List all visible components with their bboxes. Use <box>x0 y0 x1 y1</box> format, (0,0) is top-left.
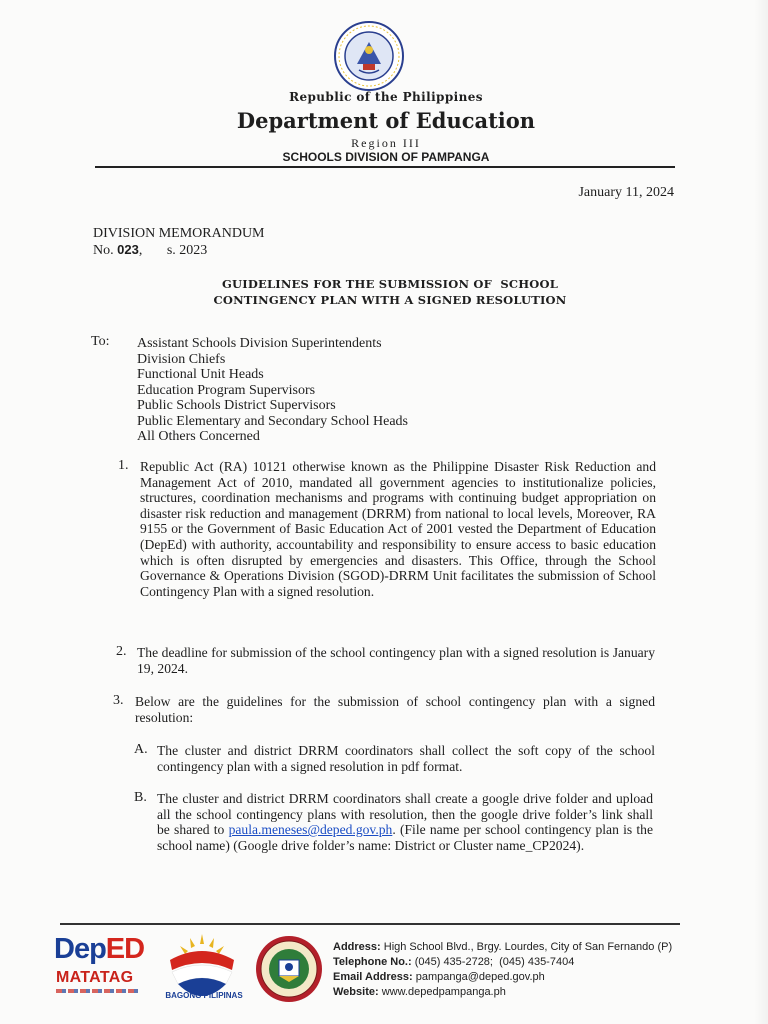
memo-number-value: 023 <box>117 242 139 257</box>
deped-logo-ed: ED <box>105 933 145 965</box>
region-heading: Region III <box>351 136 421 150</box>
recipient-item: Functional Unit Heads <box>137 367 264 382</box>
footer-telephone-line <box>333 955 672 970</box>
item-b-letter: B. <box>134 790 147 805</box>
website-label: Website: <box>333 986 379 998</box>
deped-logo-text <box>54 933 144 966</box>
recipient-item: All Others Concerned <box>137 429 260 444</box>
matatag-tagline-stripe <box>56 989 140 993</box>
deped-logo-dep: Dep <box>54 933 106 965</box>
memo-title-line-2: CONTINGENCY PLAN WITH A SIGNED RESOLUTION <box>213 293 567 307</box>
memo-series: , s. 2023 <box>138 243 208 258</box>
recipient-item: Public Schools District Supervisors <box>137 398 336 413</box>
item-a-letter: A. <box>134 742 148 757</box>
footer-divider <box>60 923 680 925</box>
memo-date: January 11, 2024 <box>578 185 674 200</box>
department-heading: Department of Education <box>236 108 536 133</box>
footer-contact-info <box>333 940 672 1000</box>
division-heading: SCHOOLS DIVISION OF PAMPANGA <box>282 150 490 164</box>
email-label: Email Address: <box>333 971 413 983</box>
paragraph-1-number: 1. <box>118 458 129 473</box>
footer-website-line <box>333 985 672 1000</box>
matatag-text: MATATAG <box>56 969 134 986</box>
telephone-label: Telephone No.: <box>333 956 412 968</box>
footer-address-line <box>333 940 672 955</box>
header-divider <box>95 166 675 168</box>
memo-number-label: No. <box>93 243 114 258</box>
to-label: To: <box>91 334 110 349</box>
recipient-item: Assistant Schools Division Superintendents <box>137 336 382 351</box>
memo-number <box>93 242 207 259</box>
item-b-text <box>157 791 653 853</box>
item-b-text-end: . (File name per school contingency plan is the school name) (Google drive folder’s name: District or Cluster name_CP2024). <box>157 822 654 853</box>
email-link[interactable]: paula.meneses@deped.gov.ph <box>228 822 393 838</box>
memo-title <box>180 276 600 308</box>
email-value[interactable]: pampanga@deped.gov.ph <box>415 971 545 983</box>
footer-email-line <box>333 970 672 985</box>
sdo-pampanga-seal-icon <box>254 934 324 1004</box>
deped-matatag-logo <box>54 929 148 999</box>
recipient-item: Public Elementary and Secondary School Heads <box>137 413 408 429</box>
recipient-item: Education Program Supervisors <box>137 382 316 398</box>
website-value[interactable]: www.depedpampanga.ph <box>381 986 506 998</box>
item-a-text: The cluster and district DRRM coordinators shall collect the soft copy of the school contingency plan with a signed resolution in pdf format. <box>157 743 655 774</box>
address-value: High School Blvd., Brgy. Lourdes, City of San Fernando (P) <box>383 941 673 953</box>
memo-title-line-1: GUIDELINES FOR THE SUBMISSION OF SCHOOL <box>221 277 559 291</box>
address-label: Address: <box>333 941 381 953</box>
republic-heading: Republic of the Philippines <box>289 90 483 104</box>
paragraph-2: The deadline for submission of the school contingency plan with a signed resolution is January 19, 2024. <box>137 645 655 676</box>
paragraph-1: Republic Act (RA) 10121 otherwise known as the Philippine Disaster Risk Reduction and Management Act of 2010, mandated all government agencies to institutionalize policies, structures, coordination mechanisms and programs with continuing budget appropriation on disaster risk reduction and management (DRRM) from national to local levels, Moreover, RA 9155 or the Government of Basic Education Act of 2001 vested the Department of Education (DepEd) with authority, accountability and responsibility to ensure access to basic education which is often disrupted by emergencies and disasters. This Office, through the School Governance & Operations Division (SGOD)-DRRM Unit facilitates the submission of School Contingency Plan with a signed resolution. <box>140 459 656 599</box>
recipient-item: Division Chiefs <box>137 351 226 367</box>
paragraph-2-number: 2. <box>116 644 127 659</box>
telephone-value: (045) 435-2728; (045) 435-7404 <box>414 956 575 968</box>
deped-seal-icon <box>333 20 405 92</box>
paragraph-3-number: 3. <box>113 693 124 708</box>
memo-type: DIVISION MEMORANDUM <box>93 226 265 241</box>
recipient-list <box>137 336 408 445</box>
paragraph-3: Below are the guidelines for the submission of school contingency plan with a signed resolution: <box>135 694 655 725</box>
item-b-text-start: The cluster and district DRRM coordinators shall create a google drive folder and upload all the school contingency plans with resolution, then the google drive folder’s link shall be shared to <box>157 791 653 838</box>
bagong-pilipinas-text: BAGONG PILIPINAS <box>165 991 243 1000</box>
